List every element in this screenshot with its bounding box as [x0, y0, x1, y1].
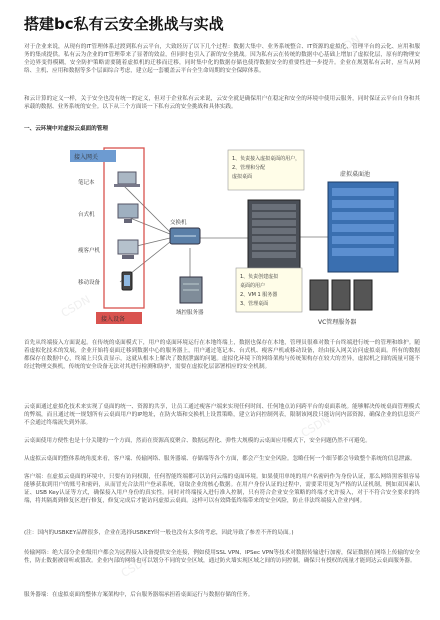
access-gateway-label: 接入网关 [74, 154, 99, 161]
paragraph-transport: 传输网络：绝大部分企业级用户都会为远程接入设备提供安全连接，例如使用SSL VPN、IPSec VPN等技术对数据传输进行加密，保证数据在网络上传输的安全性，防止数据被窃听或篡改。企业内部的网络也可以划分不同的安全区域，通过防火墙实现区域之间的访问控制，确保只有授权的流量才能到达云桌面服务器。 [24, 550, 420, 564]
thin-client-icon [118, 240, 138, 259]
device-laptop-label: 笔记本 [78, 180, 95, 186]
callout-mid [236, 268, 302, 312]
paragraph-note: (注：国内的USBKEY品牌很多，企业在选择USBKEY时一般也没有太多的考虑，因此导致了参差不齐的局面。) [24, 530, 294, 536]
switch-icon [170, 228, 200, 244]
paragraph-intro: 对于企业来说，从现有的IT管理体系过渡到私有云平台，大致经历了以下几个过程：数据大集中、业务系统整合、IT资源的虚拟化、管理平台的云化、应用和服务的集成提供。私有云为企业的IT管理带来了显著的效益，但同时也引入了新的安全挑战。因为私有云在传统的数据中心基础上增加了虚拟化层，原有的物理安全边界变得模糊，安全防护策略需要随着虚拟机的迁移而迁移，同时集中化的数据存储也使得数据安全的重要性进一步提升。企业在规划私有云时，应当从网络、主机、应用和数据等多个层面综合考虑，建立起一套覆盖云平台全生命周期的安全保障体系。 [24, 44, 420, 74]
laptop-icon [114, 172, 140, 187]
watermark: CSDN [328, 33, 363, 60]
watermark: CSDN [58, 293, 93, 320]
paragraph-system-view: 从虚拟云桌面的整体系统角度来看，客户端、传输网络、服务器端、存储端等各个方面，都会产生安全风险。忽略任何一个细节都会导致整个系统的信息泄露。 [24, 456, 416, 462]
callout-top [228, 150, 304, 190]
access-device-label: 接入设备 [101, 316, 126, 323]
domain-controller-icon [180, 277, 202, 303]
paragraph-client: 客户端：在虚拟云桌面的环境中，只要有访问权限，任何智能终端都可以访问云端的桌面环境。如果使用单纯的用户名密码作为身份认证，那么网络黑客很容易能够获取到用户的账号和密码，从而冒充合法用户登录系统，窃取企业的核心数据。在用户身份认证的过程中，需要采用更为严格的认证机制，例如双因素认证、USB Key认证等方式，确保接入用户身份的真实性。同时对终端接入进行准入控制，只有符合企业安全策略的终端才允许接入，对于不符合安全要求的终端，将其隔离到修复区进行修复，修复完成后才能访问虚拟云桌面。这样可以有效降低终端带来的安全风险，防止非法终端接入企业内网。 [24, 474, 420, 504]
callout-mid-line-4: 3、管理桌面 [240, 301, 269, 307]
callout-top-line-3: 虚拟桌面 [232, 174, 253, 180]
architecture-diagram [30, 142, 410, 334]
callout-mid-line-3: 2、VM 1 服务器 [240, 292, 278, 298]
device-thin-client-label: 瘦客户机 [78, 248, 101, 254]
mobile-device-icon [122, 272, 132, 290]
callout-mid-line-1: 1、负责创建虚拟 [240, 274, 279, 280]
paragraph-cloud-desktop: 云桌面通过虚拟化技术来实现了桌面的统一、资源的共享，让员工通过瘦客户端来实现任何时间、任何地点访问跨平台的桌面系统。能够解决传统桌面管理模式的弊端，而且通过统一规划所有云桌面用户的IP地址，在防火墙和交换机上设置策略，建立访问控制列表，限制该网段只能访问内部资源，确保企业的信息资产不会通过终端流失到外部。 [24, 404, 420, 426]
architecture-svg [30, 142, 410, 334]
device-mobile-label: 移动设备 [78, 280, 101, 286]
vc-server-label: VC管理服务器 [318, 319, 357, 326]
server-rack-icon [248, 200, 300, 274]
callout-top-line-1: 1、负责接入虚拟桌面的用户， [232, 156, 301, 162]
watermark: CSDN [118, 553, 153, 580]
section-heading-1: 一、云环境中对虚拟云桌面的管理 [24, 126, 108, 132]
callout-top-line-2: 2、管理和分配 [232, 165, 266, 171]
domain-controller-label: 域控服务器 [176, 310, 204, 316]
vm-pool-label: 虚拟桌面池 [340, 171, 371, 178]
device-desktop-label: 台式机 [78, 212, 95, 218]
watermark: CSDN [298, 413, 333, 440]
paragraph-usability: 云桌面使用方便性也是十分关键的一个方面，然而在资源高度聚合、数据远程化、弹性大规模的云桌面应用模式下，安全问题仍然不可避免。 [24, 438, 371, 444]
paragraph-server: 服务器端：在虚拟桌面的整体方案架构中，后台服务器端承担着桌面运行与数据存储的任务。 [24, 592, 254, 598]
vc-server-icon [310, 280, 372, 310]
paragraph-definition: 和云计算的定义一样，关于安全也没有统一的定义，但对于企业私有云来说，云安全就是确保用户在稳定和安全的环境中使用云服务，同时保证云平台自身和其承载的数据、业务系统的安全。以下从三个方面谈一下私有云的安全挑战和具体实践。 [24, 96, 420, 110]
vm-pool-icon [328, 182, 398, 272]
callout-mid-line-2: 桌面的用户 [240, 283, 266, 289]
page-title: 搭建bc私有云安全挑战与实战 [24, 15, 224, 33]
switch-label: 交换机 [170, 220, 187, 226]
paragraph-terminal: 首先从终端接入方面说起。在传统的桌面模式下，用户的桌面环境运行在本地终端上，数据也保存在本地，管理员很难对数千台终端进行统一的管理和维护。随着虚拟化技术的发展，企业开始将桌面迁移到数据中心的服务器上，用户通过笔记本、台式机、瘦客户机或移动设备，经由接入网关访问虚拟桌面。所有的数据都保存在数据中心，终端上只负责显示，这就从根本上解决了数据泄露的问题。虚拟化环境下的网络架构与传统架构存在较大的差异，虚拟机之间的流量可能不经过物理交换机，传统的安全设备无法对其进行检测和防护，需要在虚拟化层部署相应的安全机制。 [24, 340, 420, 370]
